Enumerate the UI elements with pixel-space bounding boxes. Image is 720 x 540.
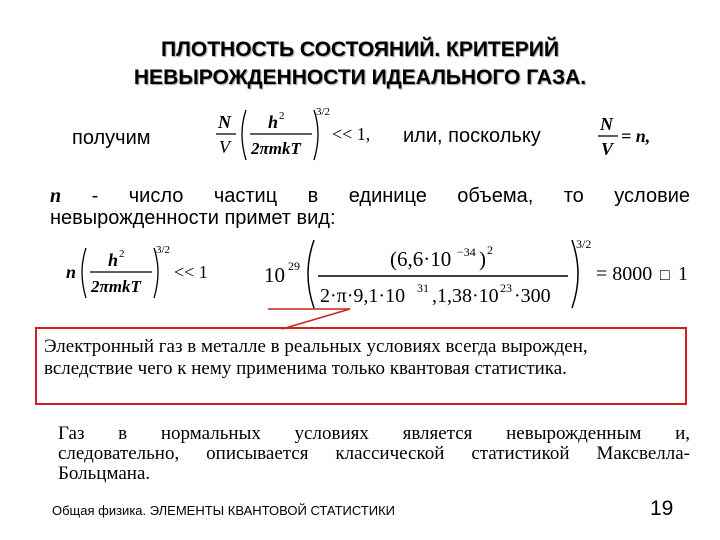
f4-result: = 8000 <box>596 263 653 285</box>
title-line-1: ПЛОТНОСТЬ СОСТОЯНИЙ. КРИТЕРИЙ <box>161 38 559 61</box>
f4-den-b: ,1,38·10 <box>432 285 499 307</box>
f4-power: 3/2 <box>576 237 592 251</box>
f4-den-b-exp: 23 <box>500 281 512 295</box>
mid-text: или, поскольку <box>403 125 541 147</box>
f4-coef: 10 <box>264 263 285 287</box>
f1-N: N <box>218 112 231 132</box>
paragraph-2 <box>58 424 690 484</box>
paragraph-2-line-3: Больцмана. <box>58 463 151 484</box>
f4-numerator: (6,6·10 <box>390 247 452 271</box>
f1-power: 3/2 <box>316 106 331 118</box>
f3-denominator: 2πmkT <box>91 277 141 296</box>
highlight-box-text: Электронный газ в металле в реальных условиях всегда вырожден, вследствие чего к нему применима только квантовая статистика. <box>44 336 588 379</box>
f3-n: n <box>66 262 77 282</box>
f4-result-tail: 1 <box>678 263 688 285</box>
footer-text: Общая физика. ЭЛЕМЕНТЫ КВАНТОВОЙ СТАТИСТИКИ <box>52 503 396 518</box>
f3-h-exp: 2 <box>119 248 125 260</box>
arrow-line <box>268 309 350 329</box>
paragraph-2-line-1: Газ в нормальных условиях является невырожденным и, <box>58 423 690 444</box>
f2-V: V <box>601 139 614 159</box>
page-number: 19 <box>650 497 674 520</box>
f4-numerator-exp: −34 <box>457 245 476 259</box>
f4-den-c: ·300 <box>514 285 551 307</box>
f4-den-a-exp: 31 <box>417 281 429 295</box>
f4-den-a: 2·π·9,1·10 <box>320 285 406 307</box>
paragraph-2-line-2: следовательно, описывается классической статистикой Максвелла- <box>58 443 690 464</box>
f2-N: N <box>600 114 613 134</box>
f4-result-glyph: □ <box>660 267 670 284</box>
f1-h: h <box>268 112 279 132</box>
f2-rhs: = n, <box>621 126 651 146</box>
f1-h-exp: 2 <box>279 110 285 122</box>
lead-text: получим <box>72 127 151 149</box>
f3-power: 3/2 <box>156 244 171 256</box>
f4-numerator-close: ) <box>479 247 486 271</box>
paragraph-1-var: n <box>50 185 62 207</box>
paragraph-1-line-1-text: - число частиц в единице объема, то условие <box>61 185 690 207</box>
f1-denominator: 2πmkT <box>251 139 301 158</box>
f4-coef-exp: 29 <box>288 259 300 273</box>
f1-V: V <box>219 137 230 157</box>
f3-h: h <box>108 250 119 270</box>
paragraph-1-line-2: невырожденности примет вид: <box>50 207 336 229</box>
f4-numerator-square: 2 <box>487 243 493 257</box>
title-line-2: НЕВЫРОЖДЕННОСТИ ИДЕАЛЬНОГО ГАЗА. <box>133 66 587 89</box>
f3-relation: << 1 <box>174 262 208 282</box>
f1-relation: << 1, <box>332 124 371 144</box>
